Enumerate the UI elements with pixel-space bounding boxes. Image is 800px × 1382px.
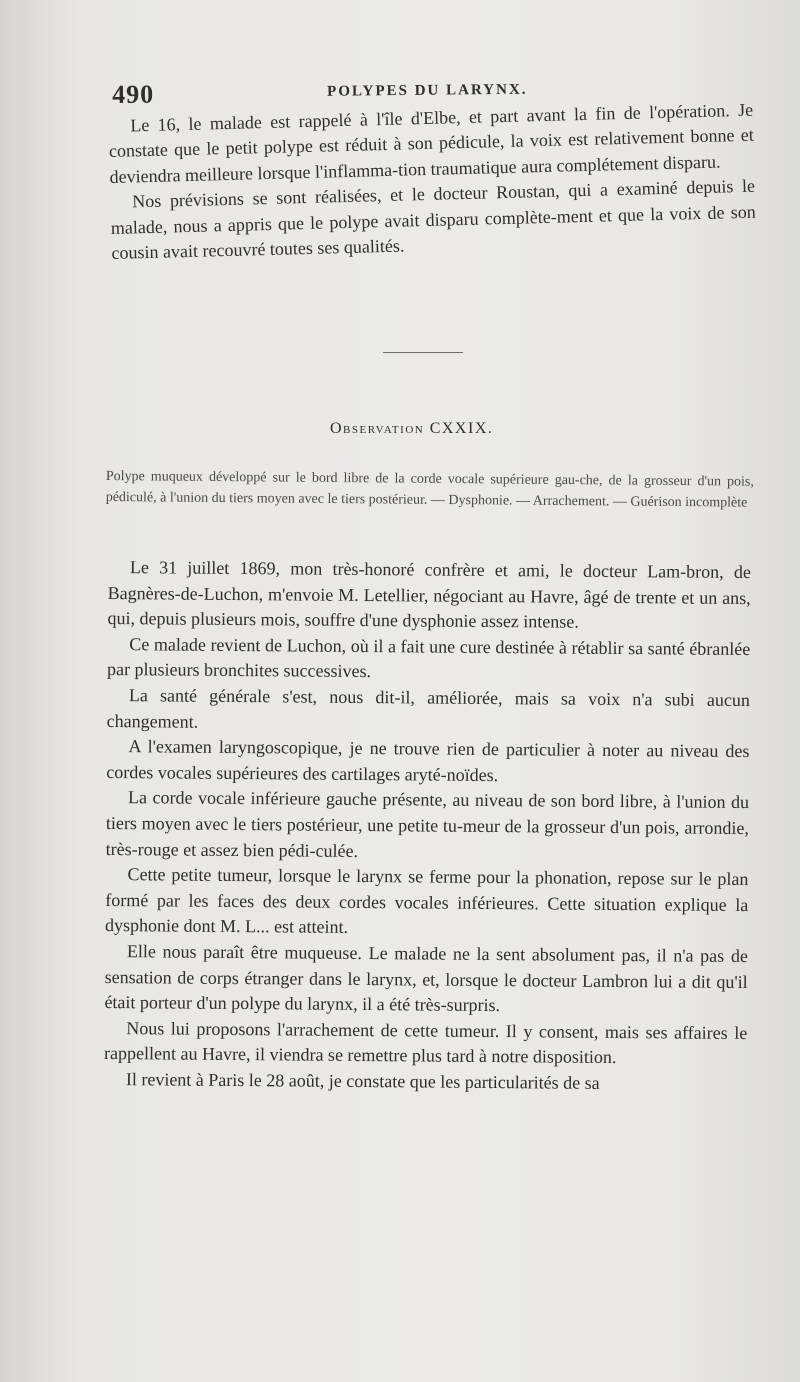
paragraph: Elle nous paraît être muqueuse. Le malade ne la sent absolument pas, il n'a pas de sensation de corps étranger dans le larynx, et, lorsque le docteur Lambron lui a dit qu'il était porteur d'un polype du larynx, il a été très-surpris. bbox=[104, 941, 748, 1016]
summary-text: Polype muqueux développé sur le bord libre de la corde vocale supérieure gau-che, de la grosseur d'un pois, pédiculé, à l'union du tiers moyen avec le tiers postérieur. — Dysphonie. — Arrachement. — Guérison incomplète bbox=[105, 468, 754, 511]
paragraph: Le 31 juillet 1869, mon très-honoré confrère et ami, le docteur Lam-bron, de Bagnères-de-Luchon, m'envoie M. Letellier, négociant au Havre, âgé de trente et un ans, qui, depuis plusieurs mois, souffre d'une dysphonie assez intense. bbox=[107, 557, 751, 632]
paragraph: A l'examen laryngoscopique, je ne trouve rien de particulier à noter au niveau des cordes vocales supérieures des cartilages aryté-noïdes. bbox=[106, 736, 750, 785]
previous-observation-ending bbox=[108, 98, 757, 267]
paragraph: Le 16, le malade est rappelé à l'île d'Elbe, et part avant la fin de l'opération. Je constate que le petit polype est réduit à son pédicule, la voix est relativement bonne et deviendra meilleure lorsque l'inflamma-tion traumatique aura complétement disparu. bbox=[108, 99, 754, 187]
paragraph: Nous lui proposons l'arrachement de cette tumeur. Il y consent, mais ses affaires le rappellent au Havre, il viendra se remettre plus tard à notre disposition. bbox=[104, 1017, 748, 1068]
paragraph: Il revient à Paris le 28 août, je constate que les particularités de sa bbox=[125, 1069, 600, 1093]
paragraph: La santé générale s'est, nous dit-il, améliorée, mais sa voix n'a subi aucun changement. bbox=[106, 685, 750, 732]
section-divider bbox=[383, 352, 463, 353]
observation-body bbox=[104, 555, 751, 1098]
running-title: POLYPES DU LARYNX. bbox=[327, 81, 528, 100]
observation-title: Observation CXXIX. bbox=[330, 420, 494, 437]
paragraph: Nos prévisions se sont réalisées, et le docteur Roustan, qui a examiné depuis le malade, nous a appris que le polype avait disparu complète-ment et que la voix de son cousin avait recouvré toutes ses qualités. bbox=[110, 175, 756, 263]
paragraph: Cette petite tumeur, lorsque le larynx se ferme pour la phonation, repose sur le plan formé par les faces des deux cordes vocales inférieures. Cette situation explique la dysphonie dont M. L... est atteint. bbox=[105, 864, 749, 938]
observation-summary bbox=[106, 466, 754, 514]
page-header bbox=[112, 73, 752, 109]
paragraph: Ce malade revient de Luchon, où il a fait une cure destinée à rétablir sa santé ébranlée par plusieurs bronchites successives. bbox=[107, 633, 751, 682]
page-number: 490 bbox=[112, 79, 155, 109]
paragraph: La corde vocale inférieure gauche présente, au niveau de son bord libre, à l'union du tiers moyen avec le tiers postérieur, une petite tu-meur de la grosseur d'un pois, arrondie, très-rouge et assez bien pédi-culée. bbox=[105, 787, 750, 861]
